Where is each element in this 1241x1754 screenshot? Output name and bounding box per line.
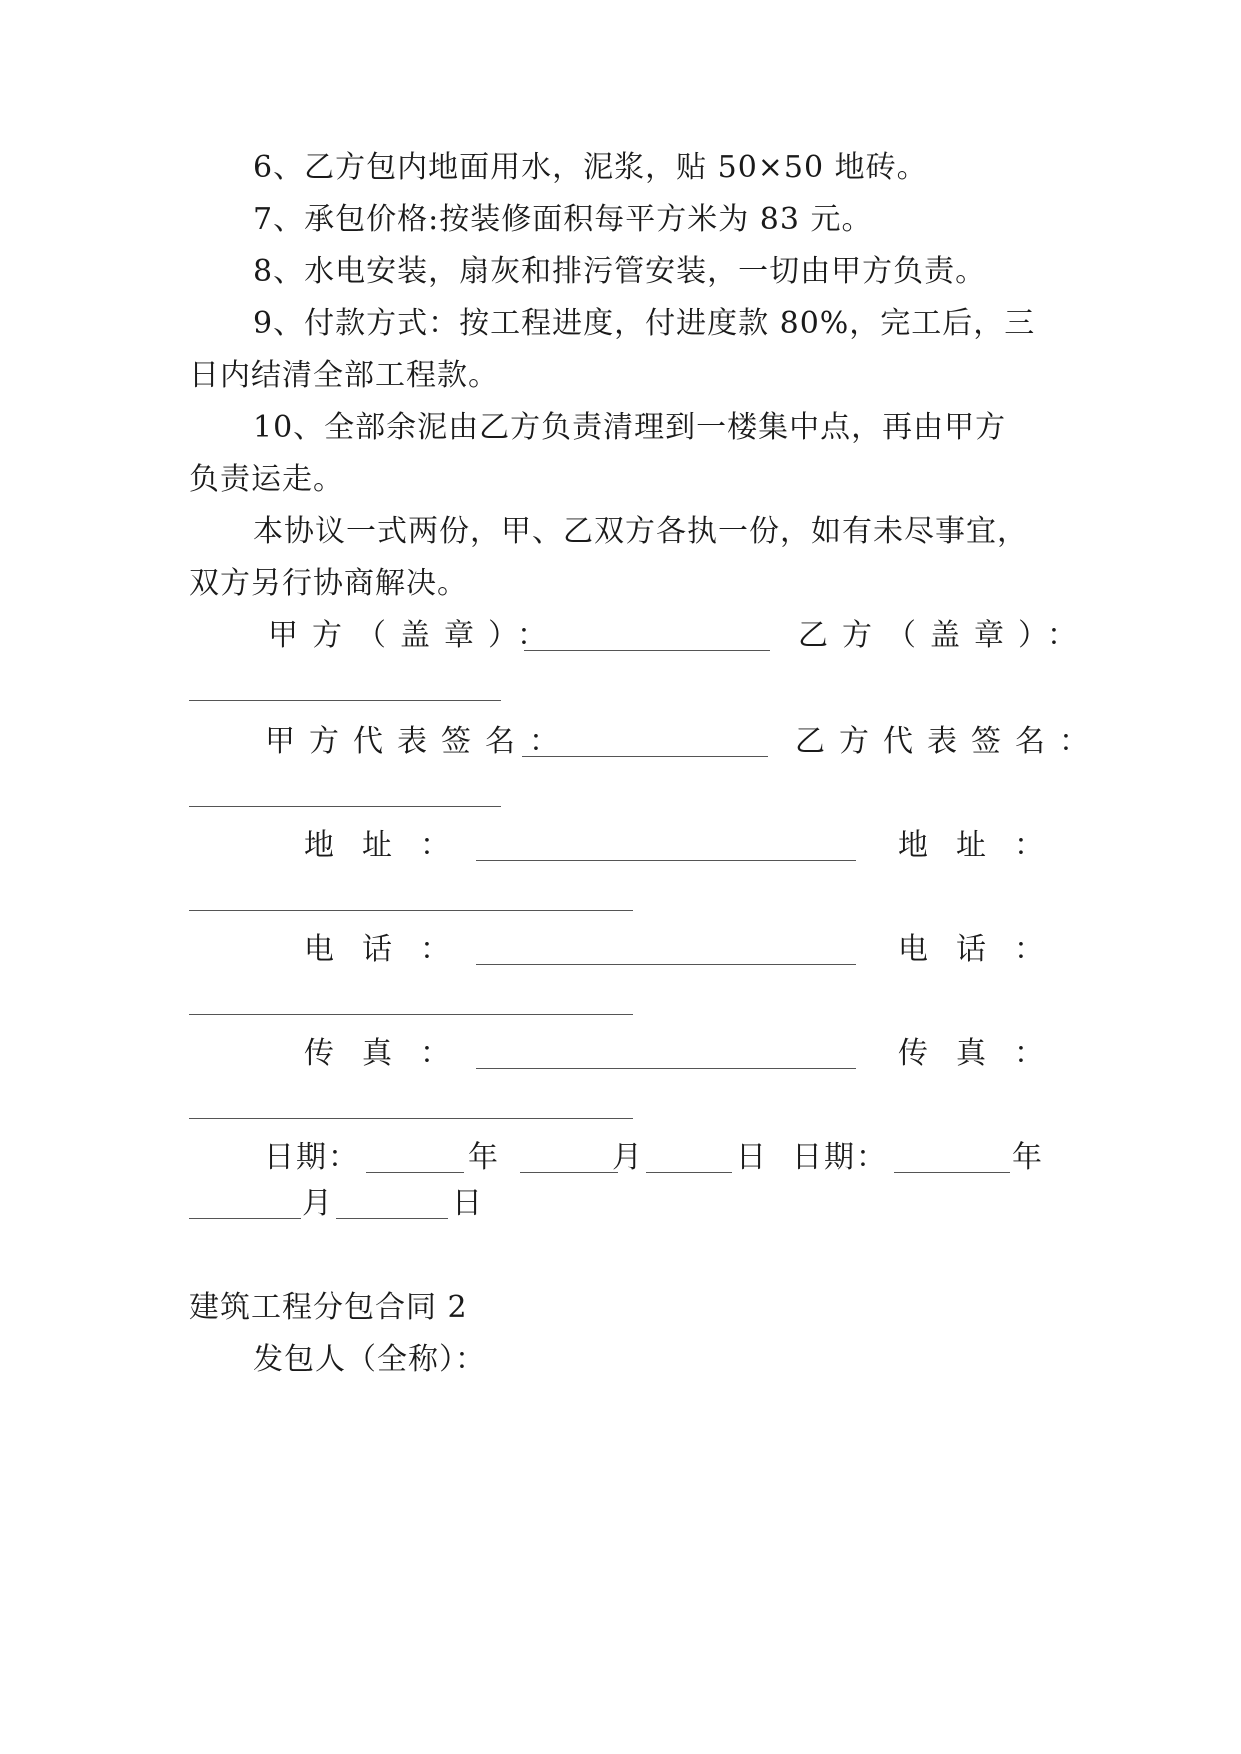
party-b-seal-label: 乙方（盖章）： <box>798 618 1091 653</box>
address-b-line[interactable] <box>189 910 633 911</box>
date-b-label: 日期： <box>792 1140 888 1175</box>
date-b-year-label: 年 <box>1012 1140 1042 1175</box>
clause-item-10-line-2: 负责运走。 <box>189 462 344 497</box>
date-a-day-line[interactable] <box>646 1172 732 1173</box>
address-a-label: 地址： <box>304 828 478 863</box>
date-a-year-line[interactable] <box>366 1172 464 1173</box>
party-a-seal-label: 甲方（盖章）： <box>268 618 561 653</box>
date-b-day-line[interactable] <box>336 1218 448 1219</box>
party-a-seal-line[interactable] <box>524 650 770 651</box>
party-b-rep-label: 乙方代表签名： <box>795 724 1103 759</box>
date-a-month-label: 月 <box>612 1140 642 1175</box>
fax-b-line[interactable] <box>189 1118 633 1119</box>
address-b-label: 地址： <box>898 828 1072 863</box>
date-b-year-line[interactable] <box>894 1172 1010 1173</box>
phone-a-label: 电话： <box>304 932 478 967</box>
phone-b-label: 电话： <box>898 932 1072 967</box>
address-a-line[interactable] <box>476 860 856 861</box>
date-b-day-label: 日 <box>452 1186 482 1221</box>
closing-clause-line-1: 本协议一式两份，甲、乙双方各执一份，如有未尽事宜， <box>253 514 1028 549</box>
contractor-full-name-label: 发包人（全称）： <box>253 1342 486 1377</box>
clause-item-7: 7、承包价格:按装修面积每平方米为 83 元。 <box>253 202 873 237</box>
date-a-day-label: 日 <box>736 1140 766 1175</box>
phone-b-line[interactable] <box>189 1014 633 1015</box>
date-b-month-line[interactable] <box>189 1218 301 1219</box>
date-b-month-label: 月 <box>302 1186 332 1221</box>
party-a-rep-label: 甲方代表签名： <box>265 724 573 759</box>
date-a-year-label: 年 <box>468 1140 498 1175</box>
closing-clause-line-2: 双方另行协商解决。 <box>189 566 468 601</box>
clause-item-6: 6、乙方包内地面用水，泥浆，贴 50×50 地砖。 <box>253 150 928 185</box>
party-b-rep-line[interactable] <box>189 806 501 807</box>
party-a-rep-line[interactable] <box>522 756 768 757</box>
party-b-seal-line[interactable] <box>189 700 501 701</box>
date-a-label: 日期： <box>264 1140 360 1175</box>
clause-item-10-line-1: 10、全部余泥由乙方负责清理到一楼集中点，再由甲方 <box>253 410 1007 445</box>
clause-item-8: 8、水电安装，扇灰和排污管安装，一切由甲方负责。 <box>253 254 987 289</box>
phone-a-line[interactable] <box>476 964 856 965</box>
fax-b-label: 传真： <box>898 1036 1072 1071</box>
fax-a-line[interactable] <box>476 1068 856 1069</box>
date-a-month-line[interactable] <box>520 1172 618 1173</box>
next-contract-title: 建筑工程分包合同 2 <box>189 1290 468 1325</box>
clause-item-9-line-2: 日内结清全部工程款。 <box>189 358 499 393</box>
clause-item-9-line-1: 9、付款方式：按工程进度，付进度款 80%，完工后，三 <box>253 306 1036 341</box>
fax-a-label: 传真： <box>304 1036 478 1071</box>
